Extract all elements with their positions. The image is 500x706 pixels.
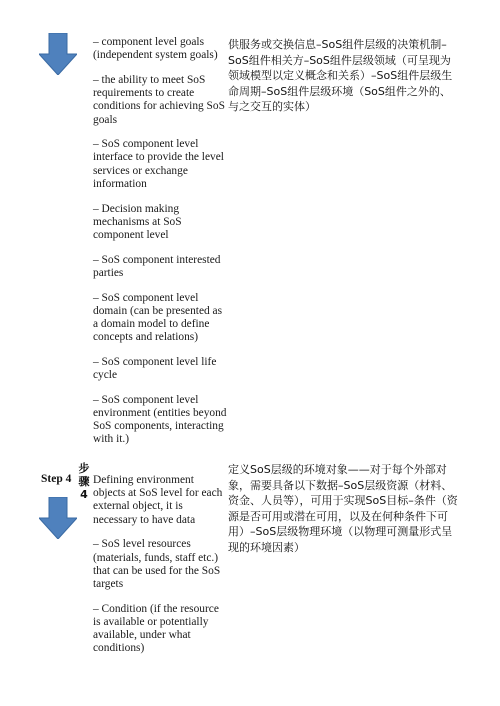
en-item: – component level goals (independent system goals) [93, 36, 218, 62]
block2-en-column [93, 474, 228, 667]
en-item: – the ability to meet SoS requirements to create conditions for achieving SoS goals [93, 73, 225, 126]
step-label: Step 4 [41, 473, 72, 485]
en-item: – SoS component level environment (entities beyond SoS components, interacting with it.) [93, 393, 227, 446]
step-zh-text: 步骤4 [78, 462, 90, 501]
down-arrow-icon [39, 33, 77, 75]
block1-en-column [93, 36, 228, 458]
en-item: – SoS component level life cycle [93, 355, 217, 382]
step-zh-label [77, 462, 91, 501]
down-arrow-icon [39, 497, 77, 539]
en-item: – SoS level resources (materials, funds, staff etc.) that can be used for the SoS targets [93, 538, 221, 590]
block2-zh-text: 定义SoS层级的环境对象——对于每个外部对象，需要具备以下数据–SoS层级资源（材料、资金、人员等），可用于实现SoS目标–条件（资源是否可用或潜在可用，以及在何种条件下可用）–SoS层级物理环境（以物理可测量形式呈现的环境因素） [228, 463, 458, 554]
en-item: – SoS component level domain (can be presented as a domain model to define concepts and relations) [93, 291, 223, 344]
en-item: Defining environment objects at SoS level for each external object, it is necessary to have data [93, 474, 223, 526]
en-item: – Condition (if the resource is available or potentially available, under what conditions) [93, 602, 219, 655]
en-item: – SoS component level interface to provide the level services or exchange information [93, 138, 224, 190]
block1-zh-text: 供服务或交换信息–SoS组件层级的决策机制–SoS组件相关方–SoS组件层级领域（可呈现为领域模型以定义概念和关系）–SoS组件层级生命周期–SoS组件层级环境（SoS组件之外的、与之交互的实体） [228, 38, 453, 114]
en-item: – Decision making mechanisms at SoS component level [93, 202, 182, 241]
en-item: – SoS component interested parties [93, 253, 221, 279]
